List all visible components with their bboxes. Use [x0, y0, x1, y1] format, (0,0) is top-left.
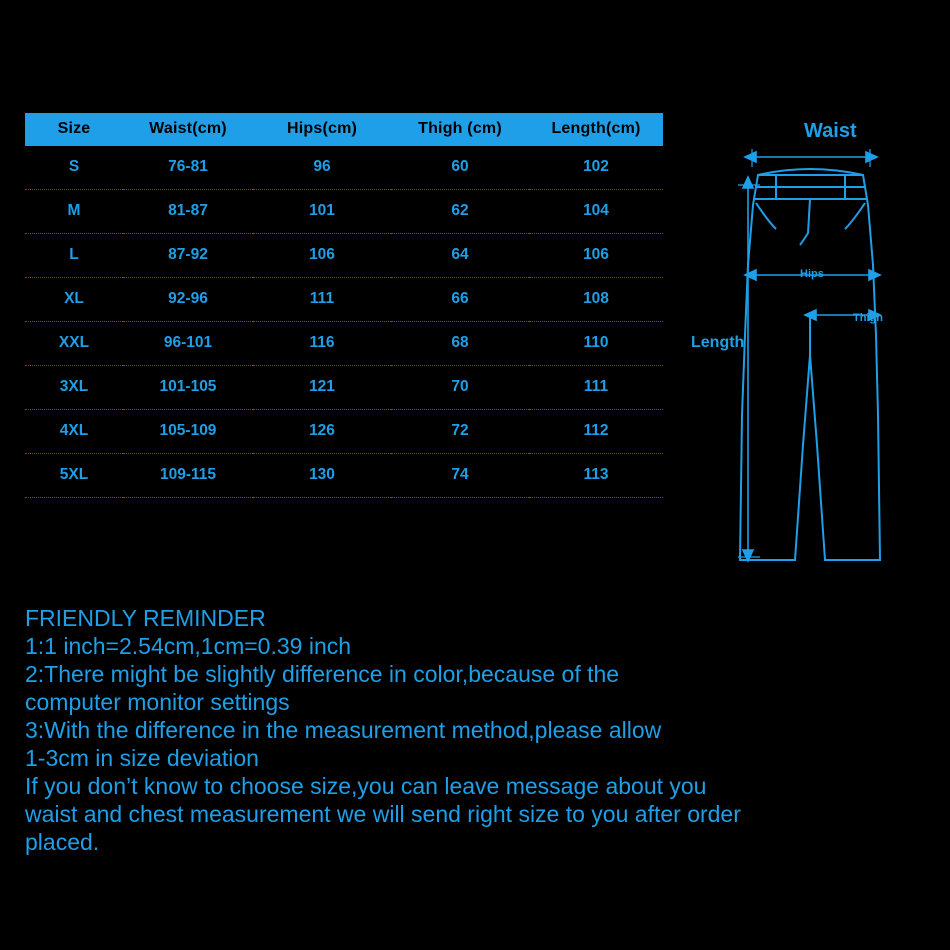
table-row — [25, 234, 663, 278]
cell-size: L — [25, 234, 123, 278]
diagram-label-thigh: Thigh — [853, 312, 883, 324]
table-header-row — [25, 113, 663, 146]
column-header-waist: Waist(cm) — [123, 113, 253, 146]
table-row — [25, 322, 663, 366]
cell-size: 3XL — [25, 366, 123, 410]
table-header — [25, 113, 663, 146]
column-header-hips: Hips(cm) — [253, 113, 391, 146]
cell-waist: 109-115 — [123, 454, 253, 498]
cell-waist: 105-109 — [123, 410, 253, 454]
reminder-line: waist and chest measurement we will send right size to you after order — [25, 801, 741, 827]
cell-size: S — [25, 146, 123, 190]
cell-thigh: 68 — [391, 322, 529, 366]
cell-waist: 92-96 — [123, 278, 253, 322]
cell-thigh: 60 — [391, 146, 529, 190]
cell-thigh: 64 — [391, 234, 529, 278]
cell-length: 111 — [529, 366, 663, 410]
table-row — [25, 366, 663, 410]
cell-length: 112 — [529, 410, 663, 454]
reminder-line: If you don’t know to choose size,you can leave message about you — [25, 773, 707, 799]
diagram-label-hips: Hips — [800, 268, 824, 280]
cell-hips: 101 — [253, 190, 391, 234]
cell-thigh: 72 — [391, 410, 529, 454]
cell-size: XXL — [25, 322, 123, 366]
cell-size: 4XL — [25, 410, 123, 454]
cell-length: 106 — [529, 234, 663, 278]
cell-hips: 106 — [253, 234, 391, 278]
table-row — [25, 146, 663, 190]
cell-hips: 130 — [253, 454, 391, 498]
cell-waist: 96-101 — [123, 322, 253, 366]
diagram-label-length: Length — [691, 334, 745, 351]
cell-waist: 81-87 — [123, 190, 253, 234]
cell-length: 108 — [529, 278, 663, 322]
cell-thigh: 62 — [391, 190, 529, 234]
cell-hips: 96 — [253, 146, 391, 190]
table-row — [25, 410, 663, 454]
cell-size: 5XL — [25, 454, 123, 498]
cell-length: 113 — [529, 454, 663, 498]
size-chart-table — [25, 113, 663, 498]
reminder-line: 1:1 inch=2.54cm,1cm=0.39 inch — [25, 633, 352, 659]
reminder-line: computer monitor settings — [25, 689, 290, 715]
cell-waist: 101-105 — [123, 366, 253, 410]
reminder-line: 2:There might be slightly difference in color,because of the — [25, 661, 620, 687]
table-row — [25, 278, 663, 322]
cell-length: 102 — [529, 146, 663, 190]
cell-waist: 87-92 — [123, 234, 253, 278]
cell-length: 104 — [529, 190, 663, 234]
cell-thigh: 66 — [391, 278, 529, 322]
reminder-line: placed. — [25, 829, 100, 855]
cell-size: M — [25, 190, 123, 234]
cell-thigh: 74 — [391, 454, 529, 498]
cell-thigh: 70 — [391, 366, 529, 410]
column-header-thigh: Thigh (cm) — [391, 113, 529, 146]
cell-hips: 116 — [253, 322, 391, 366]
reminder-line: 3:With the difference in the measurement method,please allow — [25, 717, 662, 743]
cell-waist: 76-81 — [123, 146, 253, 190]
diagram-label-waist: Waist — [804, 120, 857, 142]
cell-hips: 121 — [253, 366, 391, 410]
table-row — [25, 190, 663, 234]
cell-size: XL — [25, 278, 123, 322]
table-body — [25, 146, 663, 498]
cell-length: 110 — [529, 322, 663, 366]
table-row — [25, 454, 663, 498]
cell-hips: 111 — [253, 278, 391, 322]
cell-hips: 126 — [253, 410, 391, 454]
friendly-reminder-block — [25, 604, 915, 856]
reminder-title: FRIENDLY REMINDER — [25, 605, 266, 631]
reminder-line: 1-3cm in size deviation — [25, 745, 259, 771]
column-header-size: Size — [25, 113, 123, 146]
pants-measurement-diagram — [690, 105, 935, 575]
column-header-length: Length(cm) — [529, 113, 663, 146]
